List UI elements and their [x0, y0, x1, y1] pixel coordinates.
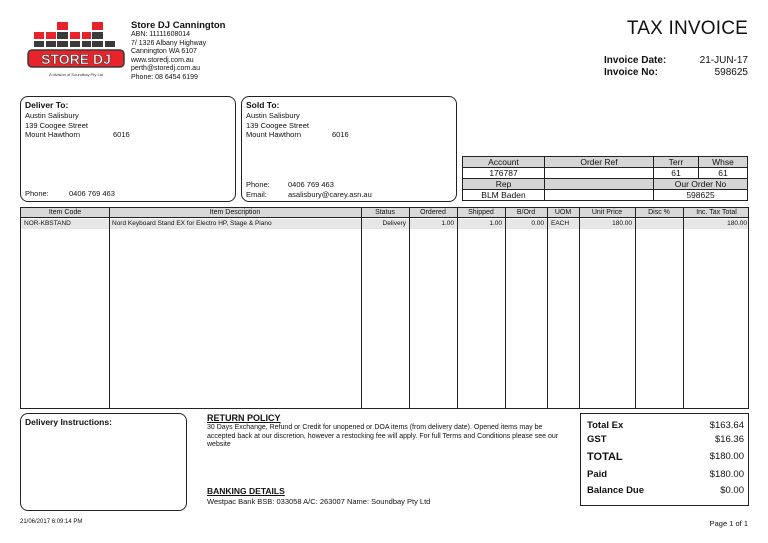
- logo-tagline: A division of Soundbay Pty Ltd: [48, 72, 104, 77]
- printed-timestamp: 21/06/2017 6:09:14 PM: [20, 519, 83, 525]
- row-item-code: NOR-KBSTAND: [24, 220, 71, 227]
- sold-to-box: [241, 96, 457, 202]
- paid-label: Paid: [587, 469, 608, 480]
- items-table: [20, 207, 749, 409]
- order-ref-value: [545, 168, 654, 179]
- sold-to-heading: Sold To:: [246, 100, 280, 110]
- grand-total-value: $180.00: [709, 451, 744, 462]
- sold-to-email: asalisbury@carey.asn.au: [288, 190, 372, 199]
- total-ex-value: $163.64: [709, 420, 744, 431]
- paid-row: [587, 469, 744, 480]
- whse-value: 61: [699, 168, 748, 179]
- invoice-date-label: Invoice Date:: [604, 55, 667, 66]
- company-address-line-2: Cannington WA 6107: [131, 48, 197, 56]
- col-divider: [635, 208, 636, 408]
- gst-label: GST: [587, 434, 607, 445]
- return-policy-text: 30 Days Exchange, Refund or Credit for unopened or DOA items (from delivery date). Opened items may be accepted back at our discretion, however a restocking fee will apply. For full Terms and Conditions please see our website: [207, 424, 559, 449]
- totals-box: [580, 413, 749, 506]
- invoice-number-label: Invoice No:: [604, 67, 658, 78]
- deliver-to-phone-label: Phone:: [25, 189, 49, 198]
- company-address-line-1: 7/ 1326 Albany Highway: [131, 39, 207, 47]
- reference-grid: [462, 156, 748, 201]
- company-name: Store DJ Cannington: [131, 20, 226, 31]
- col-divider: [361, 208, 362, 408]
- terr-label: Terr: [654, 157, 699, 168]
- balance-due-row: [587, 485, 744, 496]
- our-order-value: 598625: [654, 190, 748, 201]
- row-unit-price: 180.00: [612, 220, 632, 227]
- our-order-label: Our Order No: [654, 179, 748, 190]
- company-website: www.storedj.com.au: [131, 56, 194, 64]
- paid-value: $180.00: [709, 469, 744, 480]
- rep-value-spacer: [545, 190, 654, 201]
- sold-to-name: Austin Salisbury: [246, 111, 300, 120]
- delivery-instructions-label: Delivery Instructions:: [25, 417, 112, 427]
- deliver-to-box: [20, 96, 236, 202]
- account-value: 176787: [463, 168, 545, 179]
- col-shipped: Shipped: [468, 209, 494, 216]
- col-inc-tax-total: Inc. Tax Total: [696, 209, 737, 216]
- items-header-row: [21, 208, 748, 218]
- rep-label: Rep: [463, 179, 545, 190]
- table-row: [21, 219, 748, 229]
- deliver-to-postcode: 6016: [113, 130, 130, 139]
- col-back-order: B/Ord: [516, 209, 536, 216]
- col-unit-price: Unit Price: [591, 209, 623, 216]
- invoice-meta: [604, 55, 748, 81]
- company-details: [131, 20, 225, 83]
- col-divider: [409, 208, 410, 408]
- company-email: perth@storedj.com.au: [131, 65, 200, 73]
- gst-value: $16.36: [714, 434, 744, 445]
- col-divider: [457, 208, 458, 408]
- total-ex-label: Total Ex: [587, 420, 624, 431]
- row-shipped: 1.00: [489, 220, 502, 227]
- col-divider: [579, 208, 580, 408]
- row-inc-tax-total: 180.00: [727, 220, 747, 227]
- deliver-to-phone-line: [25, 189, 115, 199]
- grand-total-label: TOTAL: [587, 451, 623, 463]
- deliver-to-suburb: Mount Hawthorn: [25, 130, 81, 139]
- return-policy-heading: RETURN POLICY: [207, 413, 281, 423]
- sold-to-postcode: 6016: [332, 130, 349, 139]
- account-label: Account: [463, 157, 545, 168]
- gst-row: [587, 434, 744, 445]
- banking-text: Westpac Bank BSB: 033058 A/C: 263007 Name: Soundbay Pty Ltd: [207, 497, 431, 506]
- col-divider: [109, 208, 110, 408]
- invoice-date-value: 21-JUN-17: [699, 55, 748, 66]
- invoice-number-value: 598625: [714, 67, 748, 78]
- total-ex-row: [587, 420, 744, 431]
- deliver-to-phone: 0406 769 463: [69, 189, 115, 198]
- row-ordered: 1.00: [441, 220, 454, 227]
- company-phone: Phone: 08 6454 6199: [131, 73, 198, 81]
- rep-spacer: [545, 179, 654, 190]
- row-back-order: 0.00: [531, 220, 544, 227]
- col-divider: [505, 208, 506, 408]
- sold-to-street: 139 Coogee Street: [246, 120, 309, 130]
- deliver-to-street: 139 Coogee Street: [25, 120, 88, 130]
- banking-heading: BANKING DETAILS: [207, 486, 285, 496]
- balance-due-value: $0.00: [720, 485, 744, 496]
- row-uom: EACH: [551, 220, 570, 227]
- order-ref-label: Order Ref: [545, 157, 654, 168]
- return-policy: [207, 413, 567, 450]
- col-item-code: Item Code: [48, 209, 82, 216]
- logo-wordmark: STORE DJ: [41, 51, 111, 67]
- col-divider: [683, 208, 684, 408]
- balance-due-label: Balance Due: [587, 485, 645, 496]
- sold-to-email-label: Email:: [246, 190, 267, 199]
- banking-details: [207, 486, 567, 506]
- sold-to-suburb: Mount Hawthorn: [246, 130, 302, 139]
- sold-to-suburb-line: [246, 130, 452, 140]
- whse-label: Whse: [699, 157, 748, 168]
- row-description: Nord Keyboard Stand EX for Electro HP, Stage & Piano: [112, 220, 272, 227]
- company-abn: ABN: 11111608014: [131, 31, 191, 38]
- grand-total-row: [587, 451, 744, 463]
- col-ordered: Ordered: [420, 209, 446, 216]
- page-number: Page 1 of 1: [709, 519, 748, 528]
- sold-to-email-line: [246, 190, 372, 200]
- deliver-to-suburb-line: [25, 130, 231, 140]
- sold-to-phone-label: Phone:: [246, 180, 270, 189]
- company-logo: [26, 20, 126, 82]
- sold-to-phone-line: [246, 180, 334, 190]
- delivery-instructions-box: [20, 413, 187, 511]
- rep-value: BLM Baden: [463, 190, 545, 201]
- col-divider: [547, 208, 548, 408]
- deliver-to-name: Austin Salisbury: [25, 111, 79, 120]
- row-status: Delivery: [382, 220, 406, 227]
- col-uom: UOM: [554, 209, 572, 216]
- col-disc: Disc %: [648, 209, 670, 216]
- col-description: Item Description: [209, 209, 261, 216]
- sold-to-phone: 0406 769 463: [288, 180, 334, 189]
- document-title: TAX INVOICE: [626, 18, 748, 39]
- deliver-to-heading: Deliver To:: [25, 100, 69, 110]
- col-status: Status: [375, 209, 395, 216]
- terr-value: 61: [654, 168, 699, 179]
